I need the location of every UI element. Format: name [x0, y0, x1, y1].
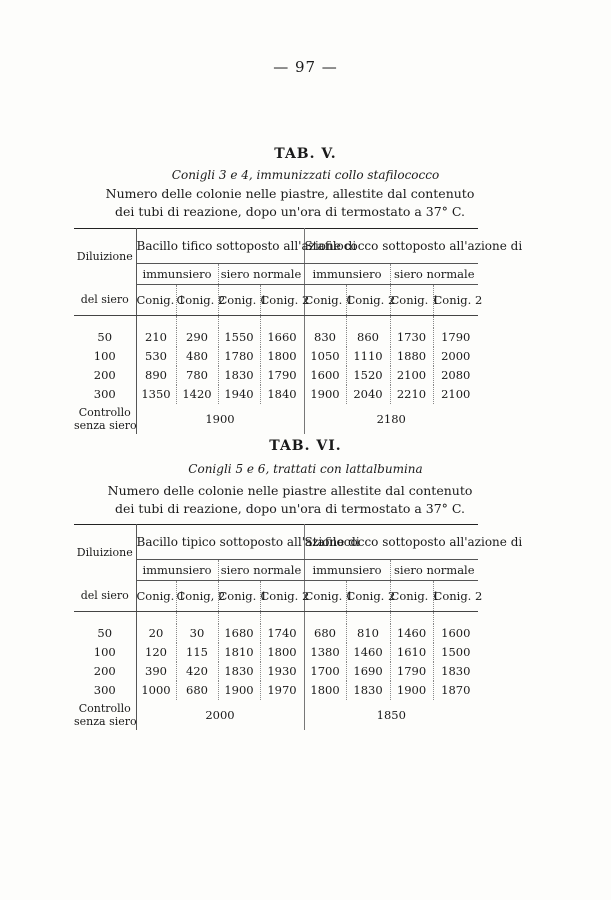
value-cell: 1970: [260, 681, 304, 700]
column-header: Conig. 2: [260, 285, 304, 316]
group-header: Stafilococco sottoposto all'azione di: [304, 525, 478, 560]
control-label-line: senza siero: [74, 419, 137, 432]
control-row: [74, 700, 478, 730]
value-cell: 1830: [218, 366, 260, 385]
group-header: Bacillo tipico sottoposto all'azione di: [136, 525, 304, 560]
table-subtitle: Conigli 3 e 4, immunizzati collo stafilococco: [171, 168, 440, 182]
table-title: TAB. VI.: [269, 438, 342, 454]
value-cell: 30: [176, 624, 218, 643]
control-value: 2180: [304, 404, 478, 434]
subgroup-header: siero normale: [390, 560, 478, 581]
data-table: [74, 228, 523, 434]
table-row: [74, 624, 478, 643]
value-cell: 810: [346, 624, 390, 643]
row-header-line: del siero: [74, 581, 136, 612]
value-cell: 1680: [218, 624, 260, 643]
value-cell: 1700: [304, 662, 346, 681]
dilution-cell: 200: [93, 368, 116, 382]
value-cell: 1000: [136, 681, 176, 700]
column-header: Conig. 1: [390, 285, 433, 316]
dilution-cell: 100: [93, 349, 116, 363]
dilution-cell: 200: [93, 664, 116, 678]
column-header: Conig. 1: [304, 581, 346, 612]
dilution-cell: 50: [97, 626, 113, 640]
value-cell: 1830: [218, 662, 260, 681]
column-header: Conig. 2: [433, 581, 478, 612]
value-cell: 1740: [260, 624, 304, 643]
value-cell: 480: [176, 347, 218, 366]
dilution-cell: 100: [93, 645, 116, 659]
column-header: Conig. 1: [218, 285, 260, 316]
column-header: Conig. 2: [433, 285, 478, 316]
value-cell: 1600: [304, 366, 346, 385]
column-header: Conig. 1: [136, 581, 176, 612]
value-cell: 1690: [346, 662, 390, 681]
value-cell: 2100: [433, 385, 478, 404]
value-cell: 2040: [346, 385, 390, 404]
data-table: [74, 524, 523, 730]
value-cell: 1730: [390, 328, 433, 347]
column-header: Conig. 1: [218, 581, 260, 612]
value-cell: 1610: [390, 643, 433, 662]
column-header: Conig. 1: [390, 581, 433, 612]
control-value: 1900: [136, 404, 304, 434]
value-cell: 2210: [390, 385, 433, 404]
value-cell: 115: [176, 643, 218, 662]
value-cell: 1550: [218, 328, 260, 347]
control-value: 1850: [304, 700, 478, 730]
value-cell: 1900: [218, 681, 260, 700]
value-cell: 1350: [136, 385, 176, 404]
subgroup-header: immunsiero: [304, 264, 390, 285]
value-cell: 1460: [390, 624, 433, 643]
value-cell: 1050: [304, 347, 346, 366]
table-subtitle: Conigli 5 e 6, trattati con lattalbumina: [188, 462, 423, 476]
value-cell: 2080: [433, 366, 478, 385]
value-cell: 1800: [260, 643, 304, 662]
value-cell: 120: [136, 643, 176, 662]
subgroup-header: siero normale: [390, 264, 478, 285]
dilution-cell: 300: [93, 387, 116, 401]
subgroup-header: immunsiero: [136, 264, 218, 285]
row-header-line: Diluizione: [76, 546, 133, 560]
value-cell: 1780: [218, 347, 260, 366]
subgroup-header: immunsiero: [136, 560, 218, 581]
dilution-cell: 50: [97, 330, 113, 344]
column-header: Conig. 1: [304, 285, 346, 316]
row-header-line: del siero: [74, 285, 136, 316]
column-header: Conig, 2: [176, 581, 218, 612]
caption-line: dei tubi di reazione, dopo un'ora di termostato a 37° C.: [114, 204, 466, 219]
subgroup-header: siero normale: [218, 264, 304, 285]
control-label-line: Controllo: [78, 702, 131, 715]
table-caption: [100, 482, 480, 518]
dilution-cell: 300: [93, 683, 116, 697]
value-cell: 1870: [433, 681, 478, 700]
value-cell: 1830: [433, 662, 478, 681]
table-row: [74, 347, 478, 366]
value-cell: 1660: [260, 328, 304, 347]
value-cell: 680: [176, 681, 218, 700]
column-header: Conig. 2: [176, 285, 218, 316]
value-cell: 830: [304, 328, 346, 347]
control-value: 2000: [136, 700, 304, 730]
control-row: [74, 404, 478, 434]
caption-line: Numero delle colonie nelle piastre, allestite dal contenuto: [105, 186, 475, 201]
column-header: Conig. 2: [346, 285, 390, 316]
table-row: [74, 385, 478, 404]
value-cell: 780: [176, 366, 218, 385]
caption-line: dei tubi di reazione, dopo un'ora di termostato a 37° C.: [114, 501, 466, 516]
value-cell: 1930: [260, 662, 304, 681]
row-header-line: Diluizione: [76, 250, 133, 264]
table-row: [74, 662, 478, 681]
column-header: Conig. 2: [346, 581, 390, 612]
value-cell: 860: [346, 328, 390, 347]
value-cell: 1790: [390, 662, 433, 681]
value-cell: 1790: [433, 328, 478, 347]
group-header: Stafilococco sottoposto all'azione di: [304, 229, 478, 264]
control-label: [74, 700, 136, 730]
table-title: TAB. V.: [274, 146, 337, 162]
value-cell: 210: [136, 328, 176, 347]
value-cell: 390: [136, 662, 176, 681]
value-cell: 1110: [346, 347, 390, 366]
value-cell: 1840: [260, 385, 304, 404]
value-cell: 1800: [304, 681, 346, 700]
value-cell: 20: [136, 624, 176, 643]
subgroup-header: siero normale: [218, 560, 304, 581]
table-caption: [100, 185, 480, 221]
value-cell: 1880: [390, 347, 433, 366]
value-cell: 2100: [390, 366, 433, 385]
table-row: [74, 681, 478, 700]
table-row: [74, 328, 478, 347]
value-cell: 1600: [433, 624, 478, 643]
value-cell: 1900: [304, 385, 346, 404]
control-label-line: Controllo: [78, 406, 131, 419]
value-cell: 1380: [304, 643, 346, 662]
subgroup-header: immunsiero: [304, 560, 390, 581]
value-cell: 420: [176, 662, 218, 681]
value-cell: 1900: [390, 681, 433, 700]
value-cell: 1520: [346, 366, 390, 385]
value-cell: 1830: [346, 681, 390, 700]
value-cell: 1460: [346, 643, 390, 662]
value-cell: 1810: [218, 643, 260, 662]
value-cell: 290: [176, 328, 218, 347]
value-cell: 1790: [260, 366, 304, 385]
value-cell: 890: [136, 366, 176, 385]
table-row: [74, 366, 478, 385]
value-cell: 530: [136, 347, 176, 366]
value-cell: 2000: [433, 347, 478, 366]
column-header: Conig. 2: [260, 581, 304, 612]
page-number: — 97 —: [273, 58, 338, 76]
column-header: Conig. 1: [136, 285, 176, 316]
control-label: [74, 404, 136, 434]
value-cell: 1420: [176, 385, 218, 404]
value-cell: 1500: [433, 643, 478, 662]
value-cell: 680: [304, 624, 346, 643]
table-row: [74, 643, 478, 662]
group-header: Bacillo tifico sottoposto all'azione di: [136, 229, 304, 264]
caption-line: Numero delle colonie nelle piastre allestite dal contenuto: [107, 483, 473, 498]
value-cell: 1800: [260, 347, 304, 366]
value-cell: 1940: [218, 385, 260, 404]
control-label-line: senza siero: [74, 715, 137, 728]
